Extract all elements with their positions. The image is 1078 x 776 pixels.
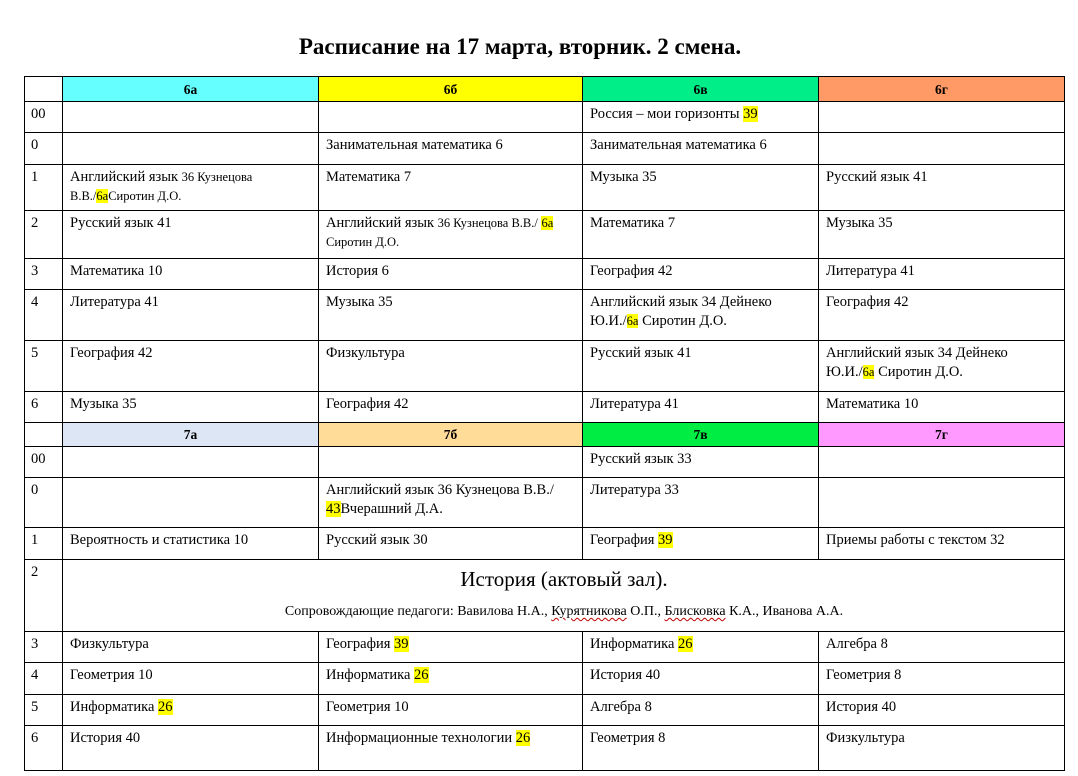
lesson-cell: История 40: [819, 695, 1065, 726]
lesson-cell: [583, 290, 819, 341]
lesson-cell: Литература 41: [63, 290, 319, 341]
table-row: [25, 259, 1065, 290]
corner-cell: [25, 77, 63, 102]
lesson-cell: [819, 341, 1065, 392]
corner-cell: [25, 423, 63, 447]
lesson-text: Английский язык: [70, 169, 179, 185]
lesson-cell: Геометрия 8: [583, 726, 819, 771]
lesson-cell: Музыка 35: [819, 211, 1065, 259]
class-header-6a: 6а: [63, 77, 319, 102]
lesson-cell: [819, 133, 1065, 165]
lesson-number: 4: [25, 290, 63, 341]
lesson-cell: [583, 102, 819, 133]
lesson-cell: [819, 478, 1065, 528]
lesson-cell: Алгебра 8: [819, 632, 1065, 663]
room-highlight: 6а: [96, 189, 109, 203]
lesson-cell: Литература 41: [819, 259, 1065, 290]
lesson-number: 1: [25, 165, 63, 211]
escort-teachers: [70, 602, 1058, 621]
table-row: [25, 663, 1065, 695]
lesson-cell: Алгебра 8: [583, 695, 819, 726]
lesson-cell: [63, 478, 319, 528]
schedule-table: [24, 76, 1065, 771]
lesson-cell: Геометрия 10: [319, 695, 583, 726]
table-row: [25, 165, 1065, 211]
lesson-cell: [319, 632, 583, 663]
lesson-number: 3: [25, 259, 63, 290]
class-header-7v: 7в: [583, 423, 819, 447]
lesson-cell: [319, 478, 583, 528]
lesson-number: 00: [25, 447, 63, 478]
class-header-6g: 6г: [819, 77, 1065, 102]
lesson-number: 5: [25, 695, 63, 726]
lesson-text: Россия – мои горизонты: [590, 106, 740, 122]
lesson-cell: Занимательная математика 6: [319, 133, 583, 165]
escort-text: Курятникова: [551, 604, 627, 619]
lesson-cell: Физкультура: [819, 726, 1065, 771]
lesson-cell: [63, 102, 319, 133]
table-row: [25, 478, 1065, 528]
page-title: Расписание на 17 марта, вторник. 2 смена.: [298, 34, 742, 59]
table-row: [25, 211, 1065, 259]
room-highlight: 39: [743, 106, 758, 122]
table-row: [25, 341, 1065, 392]
lesson-cell: География 42: [819, 290, 1065, 341]
lesson-cell: География 42: [63, 341, 319, 392]
table-row: [25, 632, 1065, 663]
lesson-cell: Русский язык 41: [819, 165, 1065, 211]
lesson-cell: [583, 528, 819, 560]
table-row: [25, 695, 1065, 726]
lesson-cell: [583, 632, 819, 663]
lesson-number: 00: [25, 102, 63, 133]
lesson-cell: Музыка 35: [319, 290, 583, 341]
teacher-text: Сиротин Д.О.: [878, 364, 963, 380]
lesson-cell: [63, 133, 319, 165]
lesson-cell: Математика 7: [319, 165, 583, 211]
room-highlight: 39: [658, 532, 673, 548]
lesson-cell: Приемы работы с текстом 32: [819, 528, 1065, 560]
table-row: [25, 726, 1065, 771]
teacher-text: Сиротин Д.О.: [108, 189, 182, 203]
room-highlight: 26: [515, 730, 531, 746]
lesson-text: География: [326, 636, 391, 652]
table-row: [25, 528, 1065, 560]
table-row: [25, 447, 1065, 478]
lesson-cell: [819, 447, 1065, 478]
merged-lesson-cell: [63, 560, 1065, 632]
lesson-number: 3: [25, 632, 63, 663]
lesson-cell: [319, 102, 583, 133]
lesson-cell: Литература 33: [583, 478, 819, 528]
lesson-number: 2: [25, 211, 63, 259]
lesson-text: Информатика: [326, 667, 411, 683]
lesson-number: 0: [25, 133, 63, 165]
lesson-cell: Математика 10: [63, 259, 319, 290]
teacher-text: Вчерашний Д.А.: [340, 501, 443, 517]
class-header-7b: 7б: [319, 423, 583, 447]
table-row: [25, 290, 1065, 341]
lesson-cell: География 42: [583, 259, 819, 290]
class-header-6v: 6в: [583, 77, 819, 102]
lesson-cell: [63, 165, 319, 211]
lesson-cell: Музыка 35: [63, 392, 319, 423]
lesson-cell: Занимательная математика 6: [583, 133, 819, 165]
lesson-text: Английский язык 36 Кузнецова В.В./: [326, 482, 554, 498]
lesson-text: Информатика: [70, 699, 155, 715]
lesson-text: Информационные технологии: [326, 730, 513, 746]
lesson-cell: История 6: [319, 259, 583, 290]
lesson-cell: Геометрия 8: [819, 663, 1065, 695]
lesson-number: 6: [25, 392, 63, 423]
table-row: [25, 392, 1065, 423]
teacher-text: 36 Кузнецова В.В./: [70, 170, 253, 203]
room-highlight: 43: [326, 501, 341, 517]
lesson-text: Английский язык 34 Дейнеко Ю.И./: [826, 345, 1008, 380]
class-header-7g: 7г: [819, 423, 1065, 447]
room-highlight: 6а: [862, 365, 875, 379]
lesson-cell: [63, 695, 319, 726]
room-highlight: 39: [394, 636, 409, 652]
lesson-number: 6: [25, 726, 63, 771]
escort-text: О.П.,: [626, 604, 665, 619]
lesson-number: 4: [25, 663, 63, 695]
lesson-text: Английский язык: [326, 215, 435, 231]
lesson-cell: [319, 726, 583, 771]
lesson-cell: [319, 211, 583, 259]
class-header-6b: 6б: [319, 77, 583, 102]
lesson-cell: [319, 663, 583, 695]
escort-text: Сопровождающие педагоги: Вавилова Н.А.,: [284, 604, 552, 619]
lesson-text: Английский язык 34 Дейнеко Ю.И./: [590, 294, 772, 329]
room-highlight: 6а: [541, 216, 554, 230]
lesson-cell: Математика 7: [583, 211, 819, 259]
teacher-text: Сиротин Д.О.: [326, 235, 400, 249]
lesson-number: 2: [25, 560, 63, 632]
lesson-text: Информатика: [590, 636, 675, 652]
lesson-cell: Русский язык 33: [583, 447, 819, 478]
lesson-cell: Русский язык 41: [63, 211, 319, 259]
table-row: [25, 560, 1065, 632]
teacher-text: 36 Кузнецова В.В./: [437, 216, 538, 230]
lesson-cell: Русский язык 41: [583, 341, 819, 392]
escort-text: К.А., Иванова А.А.: [725, 604, 844, 619]
lesson-number: 5: [25, 341, 63, 392]
lesson-cell: [819, 102, 1065, 133]
lesson-cell: Музыка 35: [583, 165, 819, 211]
class-header-7a: 7а: [63, 423, 319, 447]
lesson-cell: Математика 10: [819, 392, 1065, 423]
room-highlight: 6а: [626, 314, 639, 328]
lesson-cell: История 40: [583, 663, 819, 695]
lesson-text: География: [590, 532, 655, 548]
lesson-cell: Вероятность и статистика 10: [63, 528, 319, 560]
table-row: [25, 102, 1065, 133]
room-highlight: 26: [414, 667, 429, 683]
table-row: [25, 133, 1065, 165]
lesson-cell: [63, 447, 319, 478]
lesson-cell: Геометрия 10: [63, 663, 319, 695]
lesson-cell: Физкультура: [63, 632, 319, 663]
room-highlight: 26: [158, 699, 173, 715]
lesson-cell: История 40: [63, 726, 319, 771]
lesson-cell: Русский язык 30: [319, 528, 583, 560]
escort-text: Блисковка: [664, 604, 726, 619]
lesson-number: 1: [25, 528, 63, 560]
lesson-cell: География 42: [319, 392, 583, 423]
teacher-text: Сиротин Д.О.: [642, 313, 727, 329]
grade7-header-row: [25, 423, 1065, 447]
merged-lesson-title: История (актовый зал).: [460, 567, 668, 591]
lesson-cell: [319, 447, 583, 478]
lesson-number: 0: [25, 478, 63, 528]
grade6-header-row: [25, 77, 1065, 102]
lesson-cell: Физкультура: [319, 341, 583, 392]
room-highlight: 26: [678, 636, 693, 652]
lesson-cell: Литература 41: [583, 392, 819, 423]
